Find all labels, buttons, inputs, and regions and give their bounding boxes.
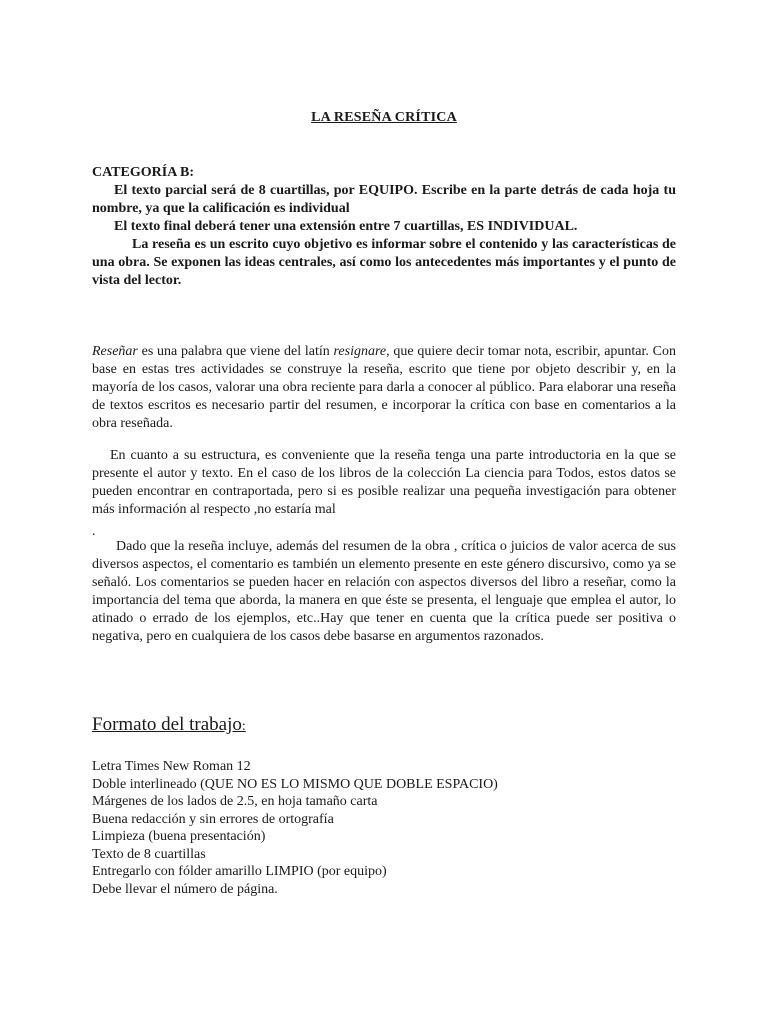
term-resenar: Reseñar: [92, 344, 138, 359]
category-line-partial-text: El texto parcial será de 8 cuartillas, por EQUIPO. Escribe en la parte detrás de cada hoja tu nombre, ya que la calificación es individual: [92, 183, 676, 216]
format-item: Márgenes de los lados de 2.5, en hoja tamaño carta: [92, 794, 378, 809]
document-title: LA RESEÑA CRÍTICA: [311, 110, 457, 125]
paragraph-structure: [92, 447, 676, 519]
format-item: Texto de 8 cuartillas: [92, 846, 206, 862]
format-heading-text: Formato del trabajo: [92, 714, 242, 735]
format-item: Entregarlo con fólder amarillo LIMPIO (por equipo): [92, 864, 387, 879]
stray-dot: .: [92, 524, 96, 539]
format-heading-colon: :: [241, 719, 246, 734]
term-resignare: resignare: [333, 344, 387, 359]
format-item: Buena redacción y sin errores de ortografía: [92, 811, 334, 827]
category-line-definition: La reseña es un escrito cuyo objetivo es informar sobre el contenido y las características de una obra. Se exponen las ideas centrales, así como los antecedentes más importantes y el punto de vista del lector.: [92, 237, 676, 288]
format-heading: [92, 714, 246, 736]
paragraph-commentary: [92, 538, 676, 646]
category-heading: CATEGORÍA B:: [92, 165, 195, 180]
paragraph-text-2: , que quiere decir tomar nota, escribir, apuntar. Con base en estas tres actividades se construye la reseña, escrito que tiene por objeto describir y, en la mayoría de los casos, valorar una obra reciente para darla a conocer al público. Para elaborar una reseña de textos escritos es necesario partir del resumen, e incorporar la crítica con base en comentarios a la obra reseñada.: [92, 344, 676, 431]
paragraph-text-1: es una palabra que viene del latín: [137, 344, 334, 359]
format-list: [92, 758, 676, 898]
format-item: Limpieza (buena presentación): [92, 829, 266, 844]
category-line-final-text: El texto final deberá tener una extensión entre 7 cuartillas, ES INDIVIDUAL.: [114, 219, 578, 234]
paragraph-resenar: [92, 343, 676, 433]
paragraph-structure-text: En cuanto a su estructura, es conveniente que la reseña tenga una parte introductoria en la que se presente el autor y texto. En el caso de los libros de la colección La ciencia para Todos, estos datos se pueden encontrar en contraportada, pero si es posible realizar una pequeña investigación para obtener más información al respecto ,no estaría mal: [92, 448, 676, 517]
format-item: Doble interlineado (QUE NO ES LO MISMO QUE DOBLE ESPACIO): [92, 776, 498, 792]
format-item: Letra Times New Roman 12: [92, 759, 251, 774]
category-instructions: [92, 182, 676, 290]
paragraph-commentary-text: Dado que la reseña incluye, además del resumen de la obra , crítica o juicios de valor acerca de sus diversos aspectos, el comentario es también un elemento presente en este género discursivo, como ya se señaló. Los comentarios se pueden hacer en relación con aspectos diversos del libro a reseñar, como la importancia del tema que aborda, la manera en que éste se presenta, el lenguaje que emplea el autor, lo atinado o errado de los ejemplos, etc..Hay que tener en cuenta que la crítica puede ser positiva o negativa, pero en cualquiera de los casos debe basarse en argumentos razonados.: [92, 539, 676, 644]
format-item: Debe llevar el número de página.: [92, 881, 278, 897]
